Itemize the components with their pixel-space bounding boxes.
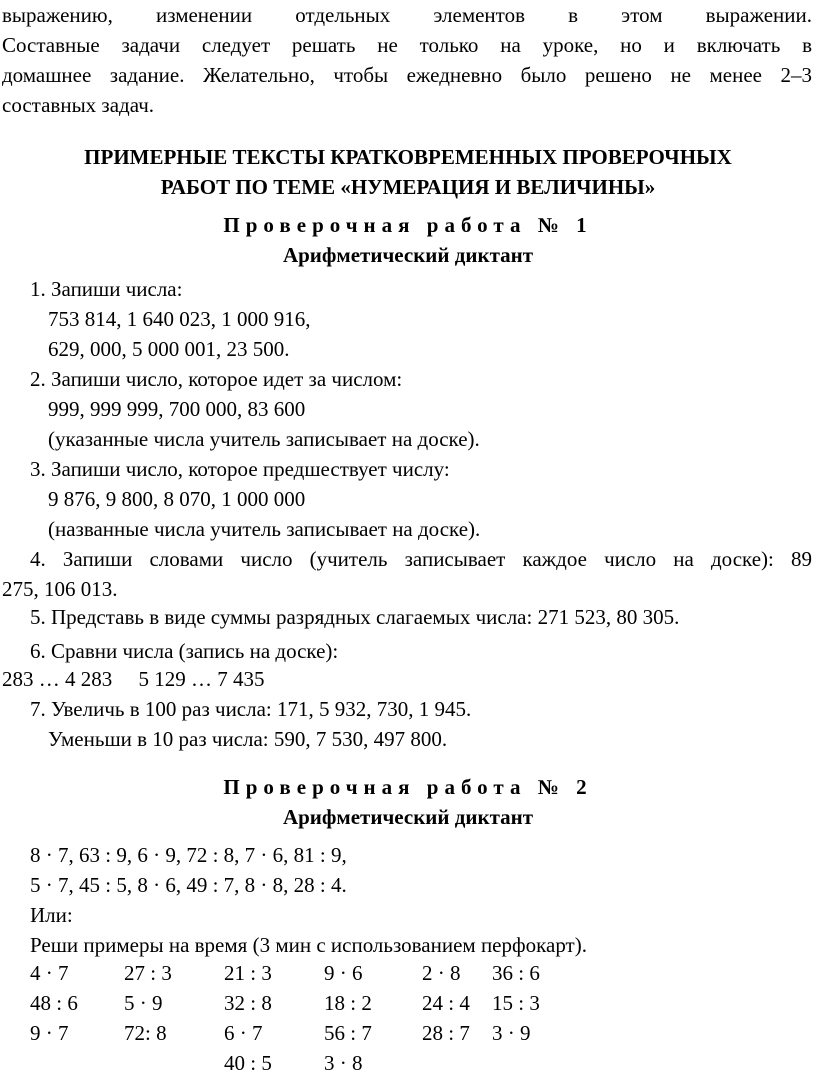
intro-line: составных задач. <box>2 93 155 117</box>
grid-cell: 40 : 5 <box>224 1051 272 1075</box>
grid-cell: 5 · 9 <box>124 991 163 1015</box>
task-text: 5. Представь в виде суммы разрядных слагаемых числа: 271 523, 80 305. <box>30 605 680 629</box>
grid-cell: 9 · 6 <box>324 961 363 985</box>
grid-cell: 56 : 7 <box>324 1021 372 1045</box>
grid-cell: 18 : 2 <box>324 991 372 1015</box>
task-7 <box>30 694 471 754</box>
task-text: 1. Запиши числа: <box>30 277 183 301</box>
dictation-line: 8 · 7, 63 : 9, 6 · 9, 72 : 8, 7 · 6, 81 : 9, <box>30 843 347 867</box>
grid-cell: 9 · 7 <box>30 1021 69 1045</box>
grid-cell: 24 : 4 <box>422 991 470 1015</box>
intro-paragraph <box>2 0 812 120</box>
grid-cell: 4 · 7 <box>30 961 69 985</box>
task-6-compare <box>2 664 265 694</box>
work1-title: Проверочная работа № 1 <box>223 213 593 237</box>
task-text: 4. Запиши словами число (учитель записывает каждое число на доске): 89 <box>30 547 812 571</box>
task-text: (названные числа учитель записывает на доске). <box>48 517 481 541</box>
grid-cell: 6 · 7 <box>224 1021 263 1045</box>
grid-cell: 48 : 6 <box>30 991 78 1015</box>
task-text: 753 814, 1 640 023, 1 000 916, <box>48 307 311 331</box>
work1-heading <box>0 210 816 270</box>
task-text: 3. Запиши число, которое предшествует числу: <box>30 457 450 481</box>
work2-body <box>30 840 587 960</box>
section-title-line: РАБОТ ПО ТЕМЕ «НУМЕРАЦИЯ И ВЕЛИЧИНЫ» <box>160 175 656 199</box>
intro-line: выражению, изменении отдельных элементов в этом выражении. <box>2 3 812 27</box>
task-text: Уменьши в 10 раз числа: 590, 7 530, 497 800. <box>48 727 448 751</box>
grid-cell: 32 : 8 <box>224 991 272 1015</box>
task-text: 283 … 4 283 5 129 … 7 435 <box>2 667 265 691</box>
task-text: 7. Увеличь в 100 раз числа: 171, 5 932, 730, 1 945. <box>30 697 472 721</box>
dictation-line: 5 · 7, 45 : 5, 8 · 6, 49 : 7, 8 · 8, 28 : 4. <box>30 873 347 897</box>
grid-cell: 27 : 3 <box>124 961 172 985</box>
task-text: 275, 106 013. <box>2 577 118 601</box>
grid-cell: 15 : 3 <box>492 991 540 1015</box>
task-4 <box>2 544 812 604</box>
intro-line: Составные задачи следует решать не только на уроке, но и включать в <box>2 33 812 57</box>
grid-cell: 3 · 9 <box>492 1021 531 1045</box>
work2-title: Проверочная работа № 2 <box>223 775 593 799</box>
section-title-line: ПРИМЕРНЫЕ ТЕКСТЫ КРАТКОВРЕМЕННЫХ ПРОВЕРОЧНЫХ <box>84 145 732 169</box>
task-5 <box>30 602 679 632</box>
task-text: 629, 000, 5 000 001, 23 500. <box>48 337 290 361</box>
task-2 <box>30 364 480 454</box>
grid-cell: 36 : 6 <box>492 961 540 985</box>
task-1 <box>30 274 311 364</box>
task-text: 6. Сравни числа (запись на доске): <box>30 639 339 663</box>
task-text: 2. Запиши число, которое идет за числом: <box>30 367 403 391</box>
instruction-text: Реши примеры на время (3 мин с использованием перфокарт). <box>30 933 587 957</box>
grid-cell: 3 · 8 <box>324 1051 363 1075</box>
work2-heading <box>0 772 816 832</box>
task-text: 9 876, 9 800, 8 070, 1 000 000 <box>48 487 306 511</box>
task-text: 999, 999 999, 700 000, 83 600 <box>48 397 306 421</box>
work2-subtitle: Арифметический диктант <box>282 805 534 829</box>
work1-subtitle: Арифметический диктант <box>282 243 534 267</box>
grid-cell: 72: 8 <box>124 1021 167 1045</box>
task-6 <box>30 636 338 666</box>
task-text: (указанные числа учитель записывает на доске). <box>48 427 480 451</box>
or-label: Или: <box>30 903 73 927</box>
grid-cell: 2 · 8 <box>422 961 461 985</box>
grid-cell: 21 : 3 <box>224 961 272 985</box>
task-3 <box>30 454 480 544</box>
intro-line: домашнее задание. Желательно, чтобы ежедневно было решено не менее 2–3 <box>2 63 812 87</box>
section-title <box>0 142 816 202</box>
grid-cell: 28 : 7 <box>422 1021 470 1045</box>
